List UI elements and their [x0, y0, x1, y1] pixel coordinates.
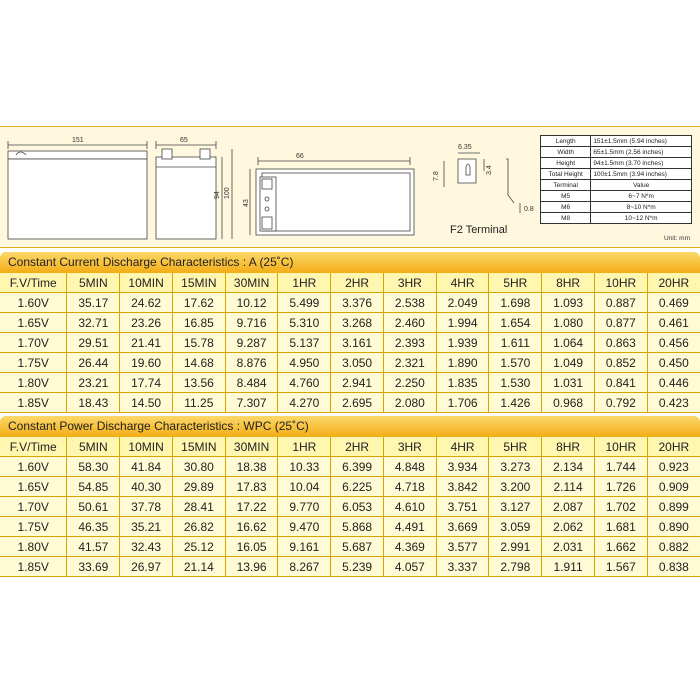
value-cell: 58.30: [67, 457, 120, 477]
terminal-header-row: [541, 180, 692, 191]
voltage-cell: 1.80V: [0, 537, 67, 557]
column-header: 20HR: [647, 273, 700, 293]
value-cell: 0.899: [647, 497, 700, 517]
voltage-cell: 1.70V: [0, 333, 67, 353]
voltage-cell: 1.60V: [0, 293, 67, 313]
value-cell: 1.654: [489, 313, 542, 333]
value-cell: 1.567: [594, 557, 647, 577]
value-cell: 0.450: [647, 353, 700, 373]
value-cell: 5.687: [331, 537, 384, 557]
table-row: [0, 557, 700, 577]
value-cell: 0.838: [647, 557, 700, 577]
column-header: 1HR: [278, 273, 331, 293]
value-cell: 5.310: [278, 313, 331, 333]
value-cell: 1.911: [542, 557, 595, 577]
value-cell: 0.792: [594, 393, 647, 413]
value-cell: 3.127: [489, 497, 542, 517]
voltage-cell: 1.85V: [0, 557, 67, 577]
value-cell: 7.307: [225, 393, 278, 413]
value-cell: 2.991: [489, 537, 542, 557]
value-cell: 54.85: [67, 477, 120, 497]
column-header: 15MIN: [172, 273, 225, 293]
value-cell: 24.62: [120, 293, 173, 313]
value-cell: 1.570: [489, 353, 542, 373]
value-cell: 2.134: [542, 457, 595, 477]
value-cell: 6.225: [331, 477, 384, 497]
voltage-cell: 1.75V: [0, 517, 67, 537]
terminal-header-value: Value: [591, 180, 692, 191]
value-cell: 1.611: [489, 333, 542, 353]
current-table-title: Constant Current Discharge Characteristics : A (25˚C): [0, 252, 700, 273]
value-cell: 3.577: [436, 537, 489, 557]
value-cell: 21.41: [120, 333, 173, 353]
value-cell: 8.267: [278, 557, 331, 577]
table-row: [0, 457, 700, 477]
value-cell: 23.26: [120, 313, 173, 333]
value-cell: 1.093: [542, 293, 595, 313]
value-cell: 2.114: [542, 477, 595, 497]
current-discharge-table: [0, 273, 700, 413]
value-cell: 26.44: [67, 353, 120, 373]
value-cell: 1.662: [594, 537, 647, 557]
value-cell: 2.941: [331, 373, 384, 393]
spec-row: [541, 136, 692, 147]
value-cell: 0.890: [647, 517, 700, 537]
value-cell: 18.43: [67, 393, 120, 413]
value-cell: 1.726: [594, 477, 647, 497]
terminal-width-dim: 6.35: [458, 144, 472, 151]
value-cell: 3.268: [331, 313, 384, 333]
value-cell: 2.031: [542, 537, 595, 557]
value-cell: 1.049: [542, 353, 595, 373]
value-cell: 1.835: [436, 373, 489, 393]
terminal-header-key: Terminal: [541, 180, 591, 191]
value-cell: 5.239: [331, 557, 384, 577]
value-cell: 2.798: [489, 557, 542, 577]
column-header: 8HR: [542, 437, 595, 457]
value-cell: 6.399: [331, 457, 384, 477]
value-cell: 2.393: [383, 333, 436, 353]
column-header: 4HR: [436, 437, 489, 457]
value-cell: 17.62: [172, 293, 225, 313]
value-cell: 4.270: [278, 393, 331, 413]
value-cell: 6.053: [331, 497, 384, 517]
voltage-cell: 1.60V: [0, 457, 67, 477]
spec-key: Total Height: [541, 169, 591, 180]
table-row: [0, 537, 700, 557]
value-cell: 8.876: [225, 353, 278, 373]
front-view-drawing: [8, 141, 147, 239]
value-cell: 15.78: [172, 333, 225, 353]
power-table-title: Constant Power Discharge Characteristics : WPC (25˚C): [0, 416, 700, 437]
value-cell: 10.04: [278, 477, 331, 497]
value-cell: 40.30: [120, 477, 173, 497]
value-cell: 2.695: [331, 393, 384, 413]
voltage-cell: 1.75V: [0, 353, 67, 373]
column-header: 10HR: [594, 437, 647, 457]
side-view-drawing: [156, 141, 232, 239]
spec-value: 100±1.5mm (3.94 inches): [591, 169, 692, 180]
value-cell: 2.087: [542, 497, 595, 517]
terminal-key: M5: [541, 191, 591, 202]
column-header: 4HR: [436, 273, 489, 293]
value-cell: 0.423: [647, 393, 700, 413]
value-cell: 14.68: [172, 353, 225, 373]
terminal-key: M8: [541, 213, 591, 224]
current-discharge-section: [0, 252, 700, 413]
value-cell: 9.287: [225, 333, 278, 353]
power-discharge-section: [0, 416, 700, 577]
value-cell: 2.062: [542, 517, 595, 537]
value-cell: 1.064: [542, 333, 595, 353]
value-cell: 0.863: [594, 333, 647, 353]
power-discharge-table: [0, 437, 700, 577]
value-cell: 10.33: [278, 457, 331, 477]
column-header: 10HR: [594, 273, 647, 293]
value-cell: 0.446: [647, 373, 700, 393]
dimension-drawing: [0, 127, 540, 247]
value-cell: 3.376: [331, 293, 384, 313]
value-cell: 17.83: [225, 477, 278, 497]
value-cell: 4.950: [278, 353, 331, 373]
table-header-row: [0, 273, 700, 293]
value-cell: 4.760: [278, 373, 331, 393]
spec-row: [541, 158, 692, 169]
terminal-value: 8~10 N*m: [591, 202, 692, 213]
top-view-drawing: [250, 157, 414, 235]
terminal-key: M6: [541, 202, 591, 213]
table-row: [0, 497, 700, 517]
value-cell: 2.460: [383, 313, 436, 333]
value-cell: 29.51: [67, 333, 120, 353]
table-row: [0, 293, 700, 313]
value-cell: 3.050: [331, 353, 384, 373]
table-row: [0, 517, 700, 537]
value-cell: 4.057: [383, 557, 436, 577]
table-row: [0, 353, 700, 373]
total-height-dim: 100: [224, 187, 231, 199]
value-cell: 2.049: [436, 293, 489, 313]
value-cell: 29.89: [172, 477, 225, 497]
value-cell: 3.751: [436, 497, 489, 517]
value-cell: 0.877: [594, 313, 647, 333]
table-row: [0, 477, 700, 497]
spec-value: 65±1.5mm (2.56 inches): [591, 147, 692, 158]
value-cell: 2.250: [383, 373, 436, 393]
value-cell: 0.461: [647, 313, 700, 333]
spec-table: [540, 135, 692, 224]
value-cell: 9.716: [225, 313, 278, 333]
value-cell: 17.22: [225, 497, 278, 517]
value-cell: 46.35: [67, 517, 120, 537]
value-cell: 1.698: [489, 293, 542, 313]
value-cell: 0.469: [647, 293, 700, 313]
value-cell: 3.273: [489, 457, 542, 477]
value-cell: 2.321: [383, 353, 436, 373]
voltage-cell: 1.85V: [0, 393, 67, 413]
value-cell: 4.610: [383, 497, 436, 517]
value-cell: 26.82: [172, 517, 225, 537]
value-cell: 3.059: [489, 517, 542, 537]
table-row: [0, 393, 700, 413]
terminal-h1-dim: 3.4: [486, 165, 493, 175]
value-cell: 5.868: [331, 517, 384, 537]
value-cell: 1.080: [542, 313, 595, 333]
value-cell: 16.05: [225, 537, 278, 557]
spec-key: Length: [541, 136, 591, 147]
terminal-row: [541, 213, 692, 224]
value-cell: 3.934: [436, 457, 489, 477]
table-row: [0, 333, 700, 353]
front-width-dim: 151: [72, 137, 84, 144]
value-cell: 0.456: [647, 333, 700, 353]
value-cell: 2.080: [383, 393, 436, 413]
value-cell: 1.530: [489, 373, 542, 393]
value-cell: 14.50: [120, 393, 173, 413]
value-cell: 10.12: [225, 293, 278, 313]
value-cell: 17.74: [120, 373, 173, 393]
value-cell: 0.968: [542, 393, 595, 413]
column-header: 8HR: [542, 273, 595, 293]
value-cell: 3.200: [489, 477, 542, 497]
value-cell: 0.923: [647, 457, 700, 477]
dimension-drawing-panel: [0, 126, 700, 248]
column-header: 10MIN: [120, 437, 173, 457]
value-cell: 16.85: [172, 313, 225, 333]
column-header: 5HR: [489, 273, 542, 293]
value-cell: 13.56: [172, 373, 225, 393]
value-cell: 1.426: [489, 393, 542, 413]
column-header: 3HR: [383, 437, 436, 457]
terminal-row: [541, 191, 692, 202]
column-header: F.V/Time: [0, 273, 67, 293]
value-cell: 5.137: [278, 333, 331, 353]
value-cell: 2.538: [383, 293, 436, 313]
value-cell: 1.994: [436, 313, 489, 333]
spec-row: [541, 147, 692, 158]
value-cell: 26.97: [120, 557, 173, 577]
value-cell: 3.161: [331, 333, 384, 353]
value-cell: 1.681: [594, 517, 647, 537]
voltage-cell: 1.70V: [0, 497, 67, 517]
spec-row: [541, 169, 692, 180]
value-cell: 28.41: [172, 497, 225, 517]
value-cell: 35.21: [120, 517, 173, 537]
terminal-value: 10~12 N*m: [591, 213, 692, 224]
column-header: 5MIN: [67, 273, 120, 293]
terminal-thickness-dim: 0.8: [524, 206, 534, 213]
terminal-label: F2 Terminal: [450, 224, 508, 236]
value-cell: 1.706: [436, 393, 489, 413]
value-cell: 9.770: [278, 497, 331, 517]
table-row: [0, 373, 700, 393]
value-cell: 4.848: [383, 457, 436, 477]
table-row: [0, 313, 700, 333]
value-cell: 23.21: [67, 373, 120, 393]
spec-key: Height: [541, 158, 591, 169]
value-cell: 11.25: [172, 393, 225, 413]
value-cell: 32.71: [67, 313, 120, 333]
column-header: 5MIN: [67, 437, 120, 457]
top-depth-dim: 43: [243, 199, 250, 207]
spec-value: 94±1.5mm (3.70 inches): [591, 158, 692, 169]
value-cell: 32.43: [120, 537, 173, 557]
spec-value: 151±1.5mm (5.94 inches): [591, 136, 692, 147]
value-cell: 4.718: [383, 477, 436, 497]
value-cell: 0.909: [647, 477, 700, 497]
column-header: 5HR: [489, 437, 542, 457]
side-width-dim: 65: [180, 137, 188, 144]
value-cell: 0.852: [594, 353, 647, 373]
value-cell: 4.369: [383, 537, 436, 557]
terminal-detail-drawing: [444, 153, 520, 213]
column-header: 3HR: [383, 273, 436, 293]
value-cell: 3.669: [436, 517, 489, 537]
value-cell: 5.499: [278, 293, 331, 313]
value-cell: 16.62: [225, 517, 278, 537]
terminal-value: 6~7 N*m: [591, 191, 692, 202]
value-cell: 9.470: [278, 517, 331, 537]
value-cell: 35.17: [67, 293, 120, 313]
value-cell: 25.12: [172, 537, 225, 557]
value-cell: 8.484: [225, 373, 278, 393]
unit-note: Unit: mm: [664, 235, 690, 242]
terminal-row: [541, 202, 692, 213]
value-cell: 3.842: [436, 477, 489, 497]
value-cell: 33.69: [67, 557, 120, 577]
value-cell: 9.161: [278, 537, 331, 557]
value-cell: 50.61: [67, 497, 120, 517]
column-header: 2HR: [331, 437, 384, 457]
column-header: 20HR: [647, 437, 700, 457]
column-header: 2HR: [331, 273, 384, 293]
value-cell: 1.702: [594, 497, 647, 517]
value-cell: 0.841: [594, 373, 647, 393]
column-header: F.V/Time: [0, 437, 67, 457]
value-cell: 1.939: [436, 333, 489, 353]
column-header: 15MIN: [172, 437, 225, 457]
voltage-cell: 1.80V: [0, 373, 67, 393]
value-cell: 3.337: [436, 557, 489, 577]
value-cell: 19.60: [120, 353, 173, 373]
value-cell: 13.96: [225, 557, 278, 577]
value-cell: 41.84: [120, 457, 173, 477]
side-height-dim: 94: [214, 191, 221, 199]
value-cell: 37.78: [120, 497, 173, 517]
column-header: 1HR: [278, 437, 331, 457]
column-header: 30MIN: [225, 437, 278, 457]
value-cell: 18.38: [225, 457, 278, 477]
value-cell: 41.57: [67, 537, 120, 557]
value-cell: 1.744: [594, 457, 647, 477]
voltage-cell: 1.65V: [0, 477, 67, 497]
value-cell: 1.031: [542, 373, 595, 393]
value-cell: 0.887: [594, 293, 647, 313]
value-cell: 4.491: [383, 517, 436, 537]
value-cell: 30.80: [172, 457, 225, 477]
voltage-cell: 1.65V: [0, 313, 67, 333]
column-header: 10MIN: [120, 273, 173, 293]
value-cell: 0.882: [647, 537, 700, 557]
top-width-dim: 66: [296, 153, 304, 160]
table-header-row: [0, 437, 700, 457]
column-header: 30MIN: [225, 273, 278, 293]
spec-key: Width: [541, 147, 591, 158]
terminal-h2-dim: 7.8: [433, 171, 440, 181]
value-cell: 1.890: [436, 353, 489, 373]
value-cell: 21.14: [172, 557, 225, 577]
